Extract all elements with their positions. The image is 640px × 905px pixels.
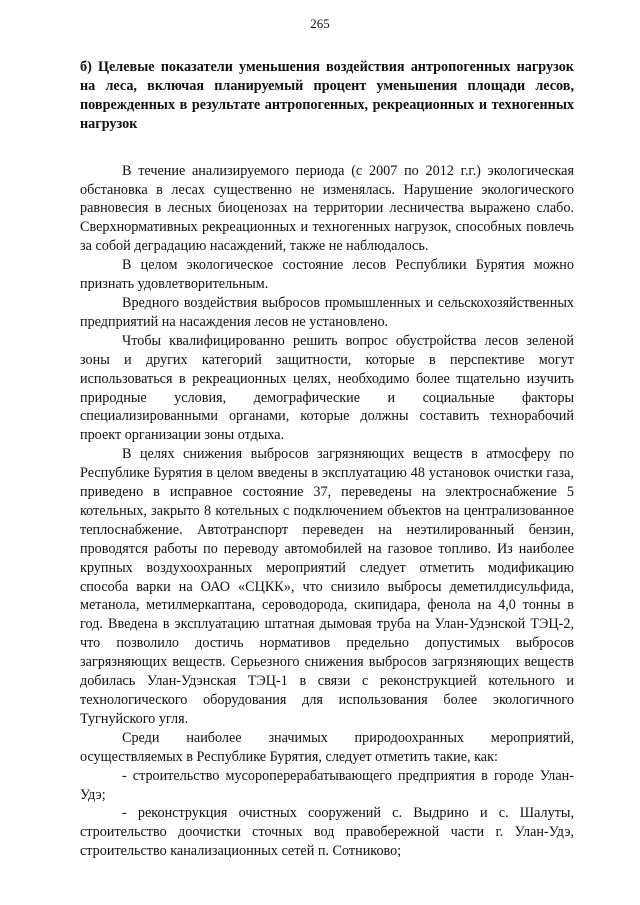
list-item-treatment-facilities: - реконструкция очистных сооружений с. Выдрино и с. Шалуты, строительство доочистки сточных вод правобережной части г. Улан-Удэ, строительство канализационных сетей п. Сотниково;: [80, 805, 574, 860]
document-body: [80, 58, 574, 861]
paragraph-measures-intro: Среди наиболее значимых природоохранных мероприятий, осуществляемых в Республике Бурятия, следует отметить такие, как:: [80, 729, 574, 765]
paragraph-emission-reduction: В целях снижения выбросов загрязняющих веществ в атмосферу по Республике Бурятия в целом введены в эксплуатацию 48 установок очистки газа, приведено в исправное состояние 37, переведены на электроснабжение 5 котельных, закрыто 8 котельных с подключением объектов на централизованное теплоснабжение. Автотранспорт переведен на неэтилированный бензин, проводятся работы по переводу автомобилей на газовое топливо. Из наиболее крупных воздухоохранных мероприятий следует отметить модификацию способа варки на ОАО «СЦКК», что снизило выбросы деметилдисульфида, метанола, метилмеркаптана, сероводорода, скипидара, фенола на 4,0 тонны в год. Введена в эксплуатацию штатная дымовая труба на Улан-Удэнской ТЭЦ-2, что позволило достичь нормативов предельно допустимых выбросов загрязняющих веществ. Серьезного снижения выбросов загрязняющих веществ добилась Улан-Удэнская ТЭЦ-1 в связи с реконструкцией котельного и технологического оборудования для использования более экологичного Тугнуйского угля.: [80, 446, 574, 727]
paragraph-forest-state: В целом экологическое состояние лесов Республики Бурятия можно признать удовлетворительным.: [80, 257, 574, 293]
section-heading: б) Целевые показатели уменьшения воздействия антропогенных нагрузок на леса, включая планируемый процент уменьшения площади лесов, поврежденных в результате антропогенных, рекреационных и техногенных нагрузок: [80, 59, 574, 132]
page-number: 265: [310, 16, 330, 31]
list-item-waste-plant: - строительство мусороперерабатывающего предприятия в городе Улан-Удэ;: [80, 767, 574, 803]
paragraph-ecological-situation: В течение анализируемого периода (с 2007 по 2012 г.г.) экологическая обстановка в лесах существенно не изменялась. Нарушение экологического равновесия в лесных биоценозах на территории лесничества выражено слабо. Сверхнормативных рекреационных и техногенных нагрузок, способных повлечь за собой деградацию насаждений, также не наблюдалось.: [80, 162, 574, 255]
paragraph-emissions-impact: Вредного воздействия выбросов промышленных и сельскохозяйственных предприятий на насаждения лесов не установлено.: [80, 294, 574, 330]
paragraph-green-zone: Чтобы квалифицированно решить вопрос обустройства лесов зеленой зоны и других категорий защитности, которые в перспективе могут использоваться в рекреационных целях, необходимо более тщательно изучить природные условия, демографические и социальные факторы специализированными органами, которые должны составить технорабочий проект организации зоны отдыха.: [80, 332, 574, 444]
